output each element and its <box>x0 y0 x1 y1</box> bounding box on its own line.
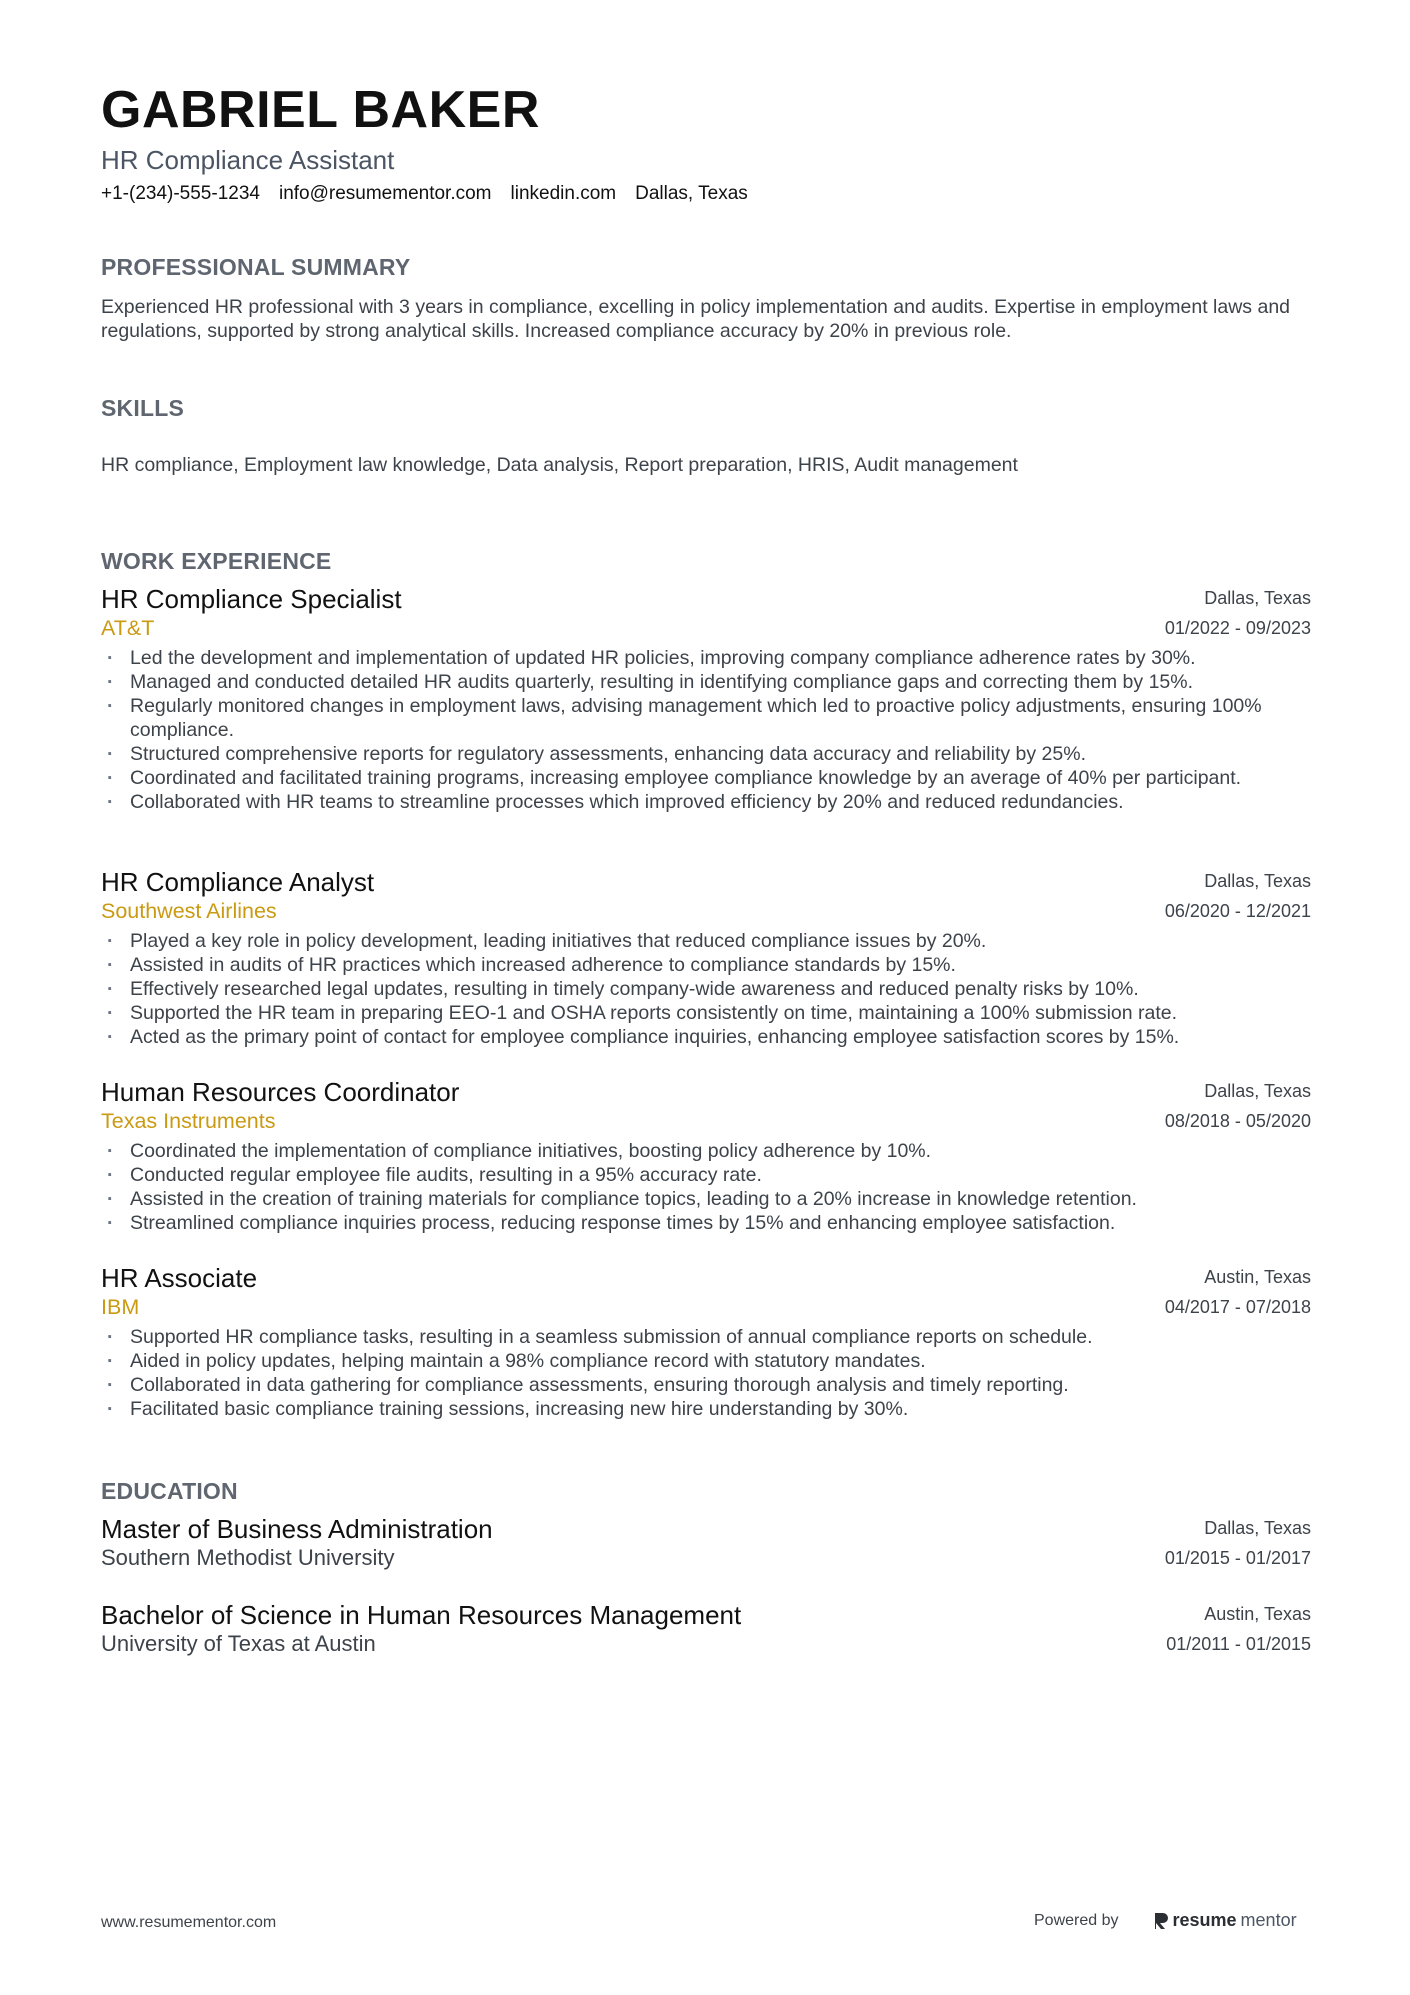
brand-name-light: mentor <box>1240 1910 1297 1930</box>
job-company: Southwest Airlines <box>101 899 277 923</box>
education-heading: EDUCATION <box>101 1478 238 1504</box>
bullet-item: · Assisted in audits of HR practices which increased adherence to compliance standards by 15%. <box>101 953 1311 977</box>
education-dates: 01/2015 - 01/2017 <box>1164 1548 1311 1568</box>
bullet-item: · Supported HR compliance tasks, resulting in a seamless submission of annual compliance reports on schedule. <box>101 1325 1311 1349</box>
job-title: HR Compliance Analyst <box>101 867 375 897</box>
job-bullets <box>101 929 1311 1049</box>
job-entry <box>101 867 1311 1049</box>
school-name: Southern Methodist University <box>101 1545 395 1570</box>
bullet-item: · Regularly monitored changes in employment laws, advising management which led to proactive policy adjustments, ensuring 100% compliance. <box>101 694 1311 742</box>
degree-title: Bachelor of Science in Human Resources Management <box>101 1600 742 1630</box>
contact-location: Dallas, Texas <box>635 183 748 204</box>
education-location: Austin, Texas <box>1204 1604 1311 1624</box>
candidate-name: GABRIEL BAKER <box>101 81 540 139</box>
job-entry <box>101 1263 1311 1421</box>
bullet-item: · Structured comprehensive reports for regulatory assessments, enhancing data accuracy and reliability by 25%. <box>101 742 1311 766</box>
brand-logo[interactable] <box>1153 1910 1297 1931</box>
bullet-item: · Managed and conducted detailed HR audits quarterly, resulting in identifying compliance gaps and correcting them by 15%. <box>101 670 1311 694</box>
job-dates: 08/2018 - 05/2020 <box>1164 1111 1311 1131</box>
summary-text: Experienced HR professional with 3 years in compliance, excelling in policy implementation and audits. Expertise in employment laws and regulations, supported by strong analytical skills. Increased compliance accuracy by 20% in previous role. <box>101 296 1291 342</box>
job-entry <box>101 584 1311 814</box>
job-entry <box>101 1077 1311 1235</box>
contact-email[interactable]: info@resumementor.com <box>278 183 492 204</box>
bullet-item: · Conducted regular employee file audits, resulting in a 95% accuracy rate. <box>101 1163 1311 1187</box>
bullet-item: · Effectively researched legal updates, resulting in timely company-wide awareness and reduced penalty risks by 10%. <box>101 977 1311 1001</box>
bullet-item: · Collaborated in data gathering for compliance assessments, ensuring thorough analysis and timely reporting. <box>101 1373 1311 1397</box>
job-location: Dallas, Texas <box>1204 1081 1311 1101</box>
bullet-item: · Facilitated basic compliance training sessions, increasing new hire understanding by 30%. <box>101 1397 1311 1421</box>
job-bullets <box>101 1325 1311 1421</box>
education-location: Dallas, Texas <box>1204 1518 1311 1538</box>
contact-phone: +1-(234)-555-1234 <box>101 183 260 204</box>
bullet-item: · Collaborated with HR teams to streamline processes which improved efficiency by 20% and reduced redundancies. <box>101 790 1311 814</box>
bullet-item: · Streamlined compliance inquiries process, reducing response times by 15% and enhancing employee satisfaction. <box>101 1211 1311 1235</box>
footer-website[interactable]: www.resumementor.com <box>101 1914 277 1931</box>
bullet-item: · Led the development and implementation of updated HR policies, improving company compliance adherence rates by 30%. <box>101 646 1311 670</box>
job-location: Austin, Texas <box>1204 1267 1311 1287</box>
job-location: Dallas, Texas <box>1204 588 1311 608</box>
resumementor-logo-icon <box>1153 1911 1169 1931</box>
job-title: HR Associate <box>101 1263 258 1293</box>
job-title: HR Compliance Specialist <box>101 584 402 614</box>
job-location: Dallas, Texas <box>1204 871 1311 891</box>
job-dates: 01/2022 - 09/2023 <box>1164 618 1311 638</box>
summary-heading: PROFESSIONAL SUMMARY <box>101 254 411 280</box>
job-dates: 06/2020 - 12/2021 <box>1164 901 1311 921</box>
experience-heading: WORK EXPERIENCE <box>101 548 332 574</box>
job-title: Human Resources Coordinator <box>101 1077 460 1107</box>
contact-linkedin[interactable]: linkedin.com <box>510 183 617 204</box>
bullet-item: · Aided in policy updates, helping maintain a 98% compliance record with statutory mandates. <box>101 1349 1311 1373</box>
skills-heading: SKILLS <box>101 395 184 421</box>
job-company: AT&T <box>101 616 155 640</box>
school-name: University of Texas at Austin <box>101 1631 376 1656</box>
bullet-item: · Coordinated the implementation of compliance initiatives, boosting policy adherence by 10%. <box>101 1139 1311 1163</box>
contact-line <box>101 183 748 205</box>
bullet-item: · Played a key role in policy development, leading initiatives that reduced compliance issues by 20%. <box>101 929 1311 953</box>
education-dates: 01/2011 - 01/2015 <box>1166 1634 1311 1654</box>
job-company: IBM <box>101 1295 140 1319</box>
job-company: Texas Instruments <box>101 1109 276 1133</box>
job-bullets <box>101 646 1311 814</box>
education-entry <box>101 1600 1311 1658</box>
footer-branding <box>1034 1910 1297 1931</box>
bullet-item: · Assisted in the creation of training materials for compliance topics, leading to a 20% increase in knowledge retention. <box>101 1187 1311 1211</box>
bullet-item: · Acted as the primary point of contact for employee compliance inquiries, enhancing employee satisfaction scores by 15%. <box>101 1025 1311 1049</box>
candidate-title: HR Compliance Assistant <box>101 145 395 175</box>
job-bullets <box>101 1139 1311 1235</box>
degree-title: Master of Business Administration <box>101 1514 493 1544</box>
job-dates: 04/2017 - 07/2018 <box>1164 1297 1311 1317</box>
bullet-item: · Supported the HR team in preparing EEO-1 and OSHA reports consistently on time, maintaining a 100% submission rate. <box>101 1001 1311 1025</box>
brand-name-bold: resume <box>1172 1910 1237 1930</box>
education-entry <box>101 1514 1311 1572</box>
skills-text: HR compliance, Employment law knowledge, Data analysis, Report preparation, HRIS, Audit management <box>101 454 1018 476</box>
powered-by-label: Powered by <box>1034 1911 1119 1929</box>
bullet-item: · Coordinated and facilitated training programs, increasing employee compliance knowledge by an average of 40% per participant. <box>101 766 1311 790</box>
